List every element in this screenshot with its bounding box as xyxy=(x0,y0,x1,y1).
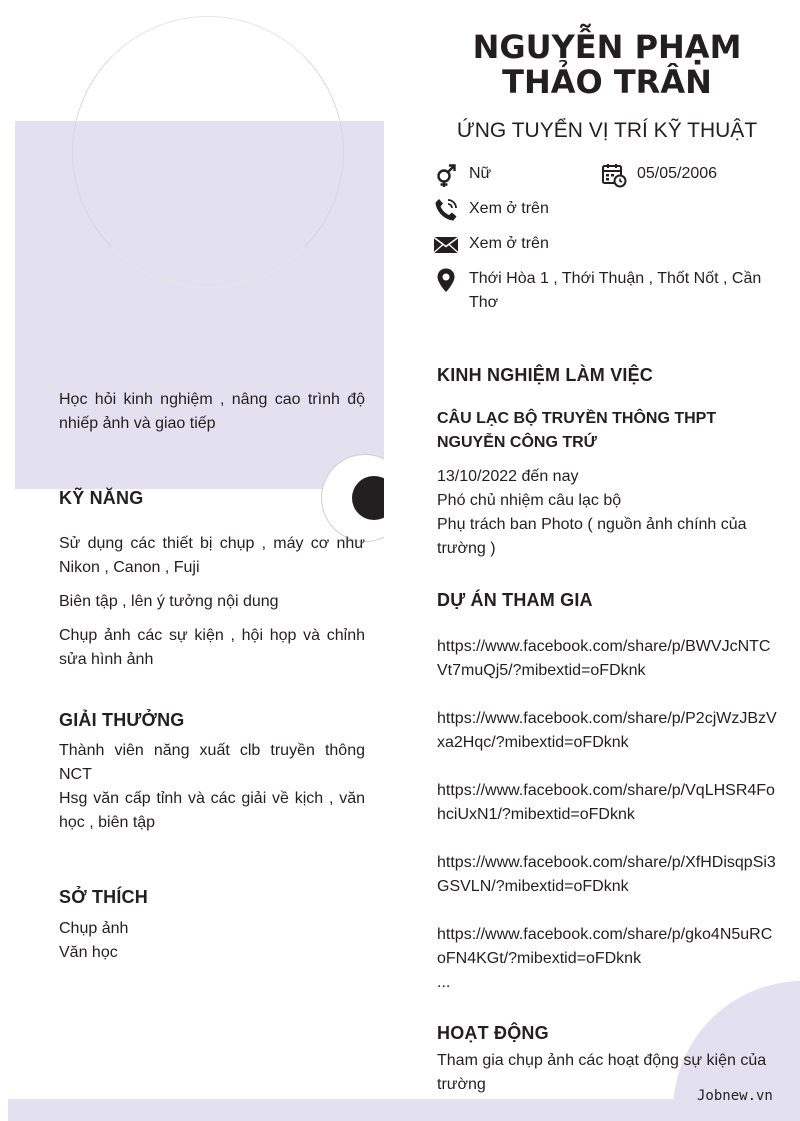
award-item-1: Thành viên năng xuất clb truyền thông NCT xyxy=(59,742,365,783)
skill-item-2: Biên tập , lên ý tưởng nội dung xyxy=(59,593,279,610)
gender-text: Nữ xyxy=(469,165,492,182)
experience-title: KINH NGHIỆM LÀM VIỆC xyxy=(437,365,654,385)
candidate-name: NGUYỄN PHẠM THẢO TRÂN xyxy=(472,28,742,101)
skill-item-3: Chụp ảnh các sự kiện , hội họp và chỉnh sửa hình ảnh xyxy=(59,627,365,668)
phone-text: Xem ở trên xyxy=(469,200,549,217)
project-link-2[interactable]: https://www.facebook.com/share/p/P2cjWzJBzVxa2Hqc/?mibextid=oFDknk xyxy=(437,710,777,751)
email-row xyxy=(433,232,549,258)
calendar-icon xyxy=(601,162,627,188)
phone-row xyxy=(433,197,549,223)
experience-organization: CÂU LẠC BỘ TRUYỀN THÔNG THPT NGUYỄN CÔNG TRỨ xyxy=(437,410,717,451)
location-pin-icon xyxy=(433,267,459,293)
birthday-row xyxy=(601,162,717,188)
phone-icon xyxy=(433,197,459,223)
hobby-item-2: Văn học xyxy=(59,944,118,961)
project-link-3[interactable]: https://www.facebook.com/share/p/VqLHSR4FohciUxN1/?mibextid=oFDknk xyxy=(437,782,775,823)
decorative-mask xyxy=(384,440,424,560)
project-link-4[interactable]: https://www.facebook.com/share/p/XfHDisqpSi3GSVLN/?mibextid=oFDknk xyxy=(437,854,776,895)
projects-more: ... xyxy=(437,974,451,991)
address-row xyxy=(433,267,779,315)
awards-title: GIẢI THƯỞNG xyxy=(59,710,185,730)
career-objective: Học hỏi kinh nghiệm , nâng cao trình độ nhiếp ảnh và giao tiếp xyxy=(59,391,365,432)
project-link-1[interactable]: https://www.facebook.com/share/p/BWVJcNTCVt7muQj5/?mibextid=oFDknk xyxy=(437,638,771,679)
experience-role: Phó chủ nhiệm câu lạc bộ xyxy=(437,492,622,509)
address-text: Thới Hòa 1 , Thới Thuận , Thốt Nốt , Cần Thơ xyxy=(469,270,762,311)
skills-title: KỸ NĂNG xyxy=(59,488,144,508)
position-title: ỨNG TUYỂN VỊ TRÍ KỸ THUẬT xyxy=(456,119,758,142)
experience-period: 13/10/2022 đến nay xyxy=(437,468,579,485)
gender-icon xyxy=(433,162,459,188)
project-link-5[interactable]: https://www.facebook.com/share/p/gko4N5uRCoFN4KGt/?mibextid=oFDknk xyxy=(437,926,773,967)
projects-title: DỰ ÁN THAM GIA xyxy=(437,590,593,610)
watermark: Jobnew.vn xyxy=(697,1088,773,1104)
gender-row xyxy=(433,162,491,188)
hobby-item-1: Chụp ảnh xyxy=(59,920,129,937)
envelope-icon xyxy=(433,232,459,258)
activities-title: HOẠT ĐỘNG xyxy=(437,1023,549,1043)
activities-text: Tham gia chụp ảnh các hoạt động sự kiện của trường xyxy=(437,1052,767,1093)
footer-bar xyxy=(8,1099,795,1121)
award-item-2: Hsg văn cấp tỉnh và các giải về kịch , văn học , biên tập xyxy=(59,790,365,831)
profile-photo xyxy=(72,16,344,288)
hobbies-title: SỞ THÍCH xyxy=(59,887,148,907)
skill-item-1: Sử dụng các thiết bị chụp , máy cơ như Nikon , Canon , Fuji xyxy=(59,535,365,576)
experience-duty: Phụ trách ban Photo ( nguồn ảnh chính của trường ) xyxy=(437,516,747,557)
birthday-text: 05/05/2006 xyxy=(637,165,718,182)
email-text: Xem ở trên xyxy=(469,235,549,252)
